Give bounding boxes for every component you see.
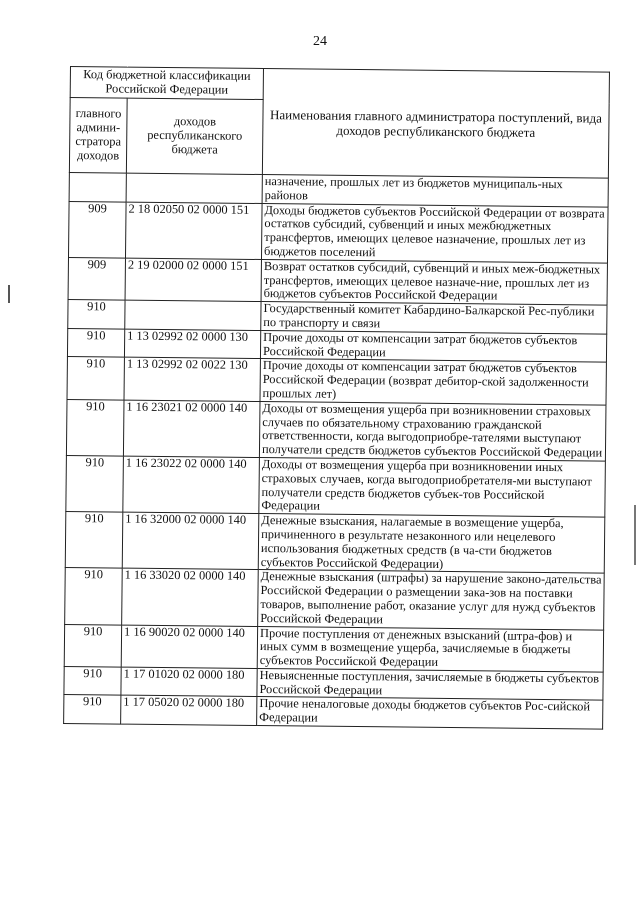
admin-code-cell: 910 bbox=[67, 357, 124, 400]
table-row bbox=[65, 512, 605, 574]
admin-code-cell: 910 bbox=[67, 328, 124, 357]
revenue-code-cell: 1 17 05020 02 0000 180 bbox=[121, 696, 257, 726]
revenue-code-cell bbox=[125, 300, 261, 330]
revenue-name-cell: Невыясненные поступления, зачисляемые в бюджеты субъектов Российской Федерации bbox=[257, 668, 603, 700]
table-row bbox=[68, 201, 608, 263]
budget-classification-table bbox=[63, 66, 610, 730]
revenue-name-cell: Денежные взыскания, налагаемые в возмещение ущерба, причиненного в результате незаконного или нецелевого использования бюджетных средств (в ча-сти бюджетов субъектов Российской Федерации) bbox=[258, 514, 605, 574]
header-revenue-column: доходов республиканского бюджета bbox=[126, 98, 263, 174]
admin-code-cell: 909 bbox=[68, 201, 126, 258]
admin-code-cell: 910 bbox=[68, 300, 125, 329]
revenue-code-cell: 1 16 33020 02 0000 140 bbox=[122, 568, 259, 626]
revenue-code-cell: 1 16 23021 02 0000 140 bbox=[123, 400, 260, 458]
admin-code-cell: 910 bbox=[66, 455, 124, 512]
revenue-code-cell: 2 18 02050 02 0000 151 bbox=[125, 202, 262, 260]
revenue-code-cell: 1 13 02992 02 0000 130 bbox=[124, 329, 260, 359]
revenue-code-cell: 1 16 90020 02 0000 140 bbox=[121, 625, 257, 669]
admin-code-cell bbox=[69, 172, 126, 201]
revenue-name-cell: Возврат остатков субсидий, субвенций и иных меж-бюджетных трансфертов, имеющих целевое назначе-ние, прошлых лет из бюджетов субъектов Российской Федерации bbox=[261, 259, 607, 305]
revenue-name-cell: назначение, прошлых лет из бюджетов муниципаль-ных районов bbox=[262, 175, 608, 207]
page-number: 24 bbox=[313, 34, 327, 49]
table-row bbox=[64, 695, 603, 729]
admin-code-cell: 910 bbox=[65, 512, 123, 569]
scan-mark bbox=[8, 285, 10, 303]
table-container bbox=[62, 66, 610, 862]
header-name-column: Наименования главного администратора поступлений, вида доходов республиканского бюджета bbox=[262, 69, 609, 179]
table-header bbox=[69, 67, 609, 179]
table-row bbox=[64, 624, 603, 672]
revenue-code-cell: 1 16 23022 02 0000 140 bbox=[123, 456, 260, 514]
table-row bbox=[68, 257, 607, 305]
revenue-name-cell: Доходы от возмещения ущерба при возникновении страховых случаев по обязательному страхованию гражданской ответственности, когда выгодоприобре-тателями выступают получатели средств бюджетов субъектов Российской Федерации bbox=[259, 401, 606, 461]
revenue-name-cell: Государственный комитет Кабардино-Балкарской Рес-публики по транспорту и связи bbox=[261, 302, 607, 334]
scan-mark bbox=[634, 505, 636, 565]
revenue-code-cell: 1 13 02992 02 0022 130 bbox=[124, 357, 260, 401]
revenue-code-cell: 1 16 32000 02 0000 140 bbox=[122, 512, 259, 570]
admin-code-cell: 910 bbox=[65, 568, 123, 625]
revenue-name-cell: Прочие доходы от компенсации затрат бюджетов субъектов Российской Федерации (возврат дебитор-ской задолженности прошлых лет) bbox=[260, 359, 606, 405]
table-row bbox=[66, 399, 606, 461]
admin-code-cell: 910 bbox=[64, 624, 121, 667]
revenue-name-cell: Доходы от возмещения ущерба при возникновении иных страховых случаев, когда выгодоприобретателя-ми выступают получатели средств бюджетов субъек-тов Российской Федерации bbox=[259, 457, 606, 517]
revenue-name-cell: Прочие неналоговые доходы бюджетов субъектов Рос-сийской Федерации bbox=[257, 697, 603, 729]
revenue-name-cell: Доходы бюджетов субъектов Российской Федерации от возврата остатков субсидий, субвенций и иных межбюджетных трансфертов, имеющих целевое назначение, прошлых лет из бюджетов поселений bbox=[262, 203, 609, 263]
revenue-name-cell: Прочие доходы от компенсации затрат бюджетов субъектов Российской Федерации bbox=[260, 330, 606, 362]
admin-code-cell: 910 bbox=[64, 666, 121, 695]
admin-code-cell: 910 bbox=[66, 399, 124, 456]
revenue-name-cell: Денежные взыскания (штрафы) за нарушение законо-дательства Российской Федерации о размещении зака-зов на поставки товаров, выполнение работ, оказание услуг для нужд субъектов Российской Федерации bbox=[258, 570, 605, 630]
revenue-name-cell: Прочие поступления от денежных взысканий (штра-фов) и иных сумм в возмещение ущерба, зачисляемые в бюджеты субъектов Российской Федерации bbox=[257, 626, 603, 672]
table-body bbox=[64, 172, 609, 729]
table-row bbox=[67, 357, 606, 405]
revenue-code-cell bbox=[126, 173, 262, 203]
revenue-code-cell: 2 19 02000 02 0000 151 bbox=[125, 258, 261, 302]
table-row bbox=[66, 455, 606, 517]
header-admin-column: главного админи-стратора доходов bbox=[69, 98, 127, 174]
admin-code-cell: 910 bbox=[64, 695, 121, 724]
revenue-code-cell: 1 17 01020 02 0000 180 bbox=[121, 667, 257, 697]
admin-code-cell: 909 bbox=[68, 257, 125, 300]
header-group-title: Код бюджетной классификации Российской Федерации bbox=[70, 67, 263, 100]
table-row bbox=[65, 568, 605, 630]
